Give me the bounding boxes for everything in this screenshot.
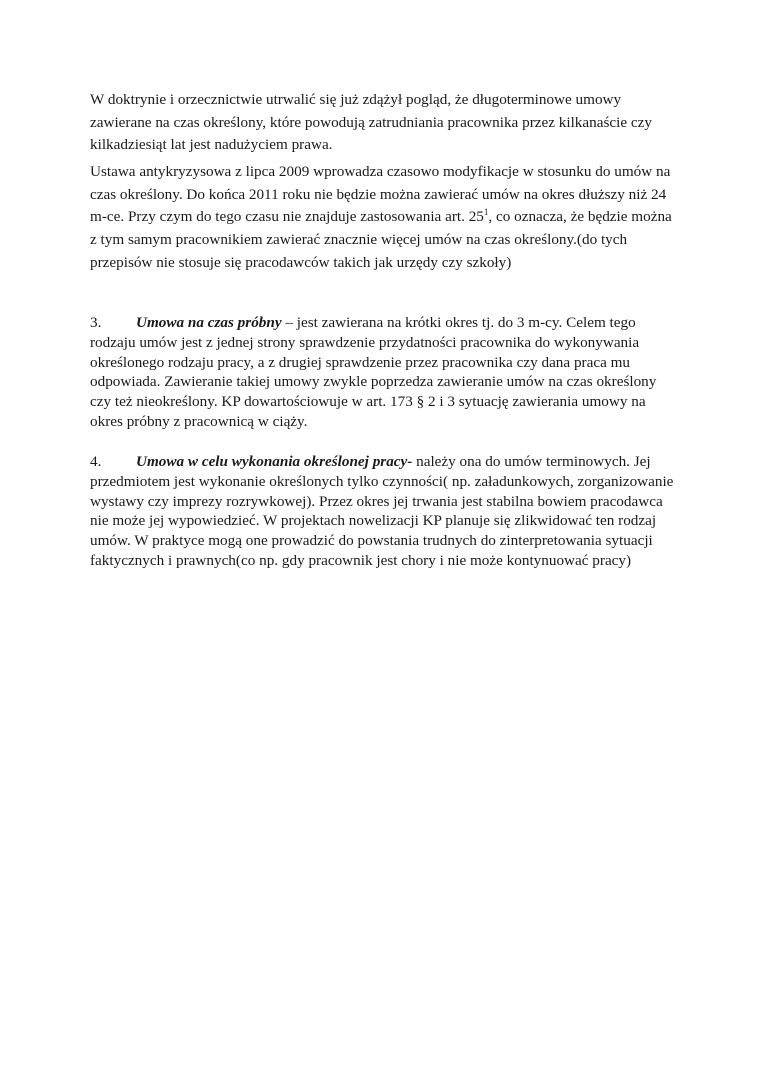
paragraph-anti-crisis-text-b: , co oznacza, że będzie można z tym samym pracownikiem zawierać znacznie więcej umów na czas określony.(do tych przepisów nie stosuje się pracodawców takich jak urzędy czy szkoły) [90, 208, 672, 271]
article-superscript: 1 [483, 207, 489, 218]
list-item-trial-contract [90, 313, 680, 432]
list-item-specific-work-contract [90, 452, 680, 571]
paragraph-anti-crisis-text-a: Ustawa antykryzysowa z lipca 2009 wprowadza czasowo modyfikacje w stosunku do umów na czas określony. Do końca 2011 roku nie będzie można zawierać umów na okres dłuższy niż 24 m-ce. Przy czym do tego czasu nie znajduje zastosowania art. 25 [90, 163, 671, 226]
list-item-number: 3. [90, 314, 102, 331]
paragraph-doctrine-text: W doktrynie i orzecznictwie utrwalić się już zdążył pogląd, że długoterminowe umowy zawierane na czas określony, które powodują zatrudniania pracownika przez kilkanaście czy kilkadziesiąt lat jest nadużyciem prawa. [90, 91, 652, 154]
list-item-text: należy ona do umów terminowych. Jej przedmiotem jest wykonanie określonych tylko czynności( np. załadunkowych, zorganizowanie wystawy czy imprezy rozrywkowej). Przez okres jej trwania jest stabilna bowiem pracodawca nie może jej wypowiedzieć. W projektach nowelizacji KP planuje się zlikwidować ten rodzaj umów. W praktyce mogą one prowadzić do powstania trudnych do zinterpretowania sytuacji faktycznych i prawnych(co np. gdy pracownik jest chory i nie może kontynuować pracy) [90, 453, 674, 569]
list-item-number: 4. [90, 453, 102, 470]
paragraph-doctrine [90, 89, 680, 157]
list-item-term: Umowa na czas próbny [136, 314, 282, 331]
list-item-term: Umowa w celu wykonania określonej pracy- [136, 453, 413, 470]
list-item-text: – jest zawierana na krótki okres tj. do 3 m-cy. Celem tego rodzaju umów jest z jednej strony sprawdzenie przydatności pracownika do wykonywania określonego rodzaju pracy, a z drugiej sprawdzenie przez pracownika czy dana praca mu odpowiada. Zawieranie takiej umowy zwykle poprzedza zawieranie umów na czas określony czy też nieokreślony. KP dowartościowuje w art. 173 § 2 i 3 sytuację zawierania umowy na okres próbny z pracownicą w ciąży. [90, 314, 657, 430]
paragraph-anti-crisis-act [90, 161, 680, 275]
